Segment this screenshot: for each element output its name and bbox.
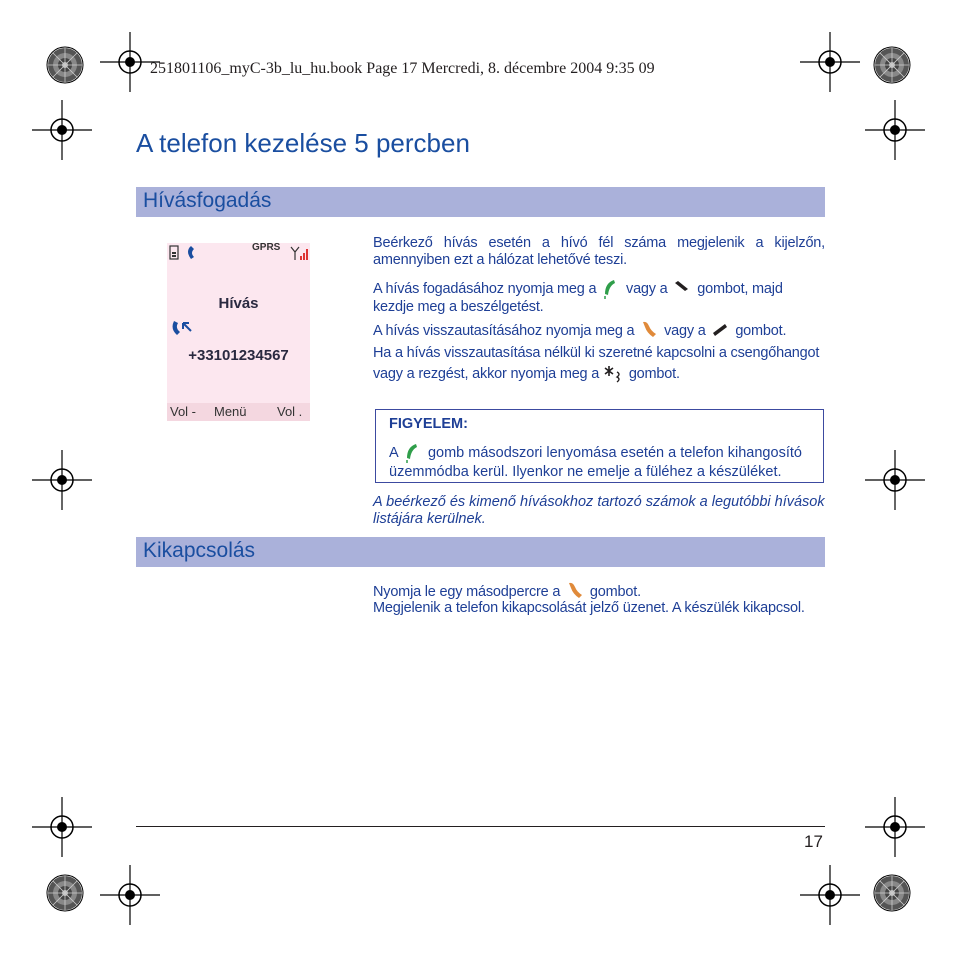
battery-icon [170, 246, 178, 259]
red-power-key-icon [638, 319, 660, 341]
crop-mark-icon [32, 797, 92, 857]
page-title: A telefon kezelése 5 percben [136, 128, 470, 158]
crop-mark-icon [865, 450, 925, 510]
crop-mark-icon [865, 797, 925, 857]
section-bar-off [136, 537, 825, 567]
section-title-off: Kikapcsolás [143, 539, 256, 562]
softkey-vol-up: Vol . [277, 404, 303, 419]
green-call-key-icon [600, 277, 622, 299]
reject-text-a: A hívás visszautasításához nyomja meg a [373, 323, 635, 339]
power-off-text-a: Nyomja le egy másodpercre a [373, 584, 561, 600]
phone-status-bar [167, 243, 310, 263]
incoming-text: Beérkező hívás esetén a hívó fél száma megjelenik a kijelzőn, amennyiben ezt a hálózat lehetővé teszi. [373, 235, 825, 268]
warning-title: FIGYELEM: [389, 416, 468, 432]
red-power-key-icon [564, 580, 586, 602]
silence-text-b: gombot. [628, 366, 680, 382]
signal-icon [291, 247, 308, 260]
paragraph-incoming [373, 235, 825, 269]
warning-body [389, 441, 814, 481]
hangup-key-icon [709, 319, 731, 341]
paragraph-power-off-msg [373, 600, 825, 617]
power-off-text-b: gombot. [589, 584, 641, 600]
registration-target-icon [47, 47, 83, 83]
footer-rule [136, 826, 825, 827]
warning-body-b: gomb másodszori lenyomása esetén a telefon kihangosító üzemmódba kerül. Ilyenkor ne emelje a füléhez a készüléket. [389, 445, 802, 480]
warning-body-a: A [389, 445, 398, 461]
warning-box [375, 409, 824, 483]
crop-mark-icon [32, 450, 92, 510]
section-bar-answer [136, 187, 825, 217]
paragraph-reject [373, 319, 825, 341]
crop-mark-icon [800, 32, 860, 92]
power-off-message: Megjelenik a telefon kikapcsolását jelző üzenet. A készülék kikapcsol. [373, 600, 805, 616]
call-log-note: A beérkező és kimenő hívásokhoz tartozó számok a legutóbbi hívások listájára kerülnek. [373, 494, 825, 527]
reject-text-b: vagy a [664, 323, 706, 339]
paragraph-power-off [373, 580, 825, 602]
registration-target-icon [874, 47, 910, 83]
handset-icon [188, 246, 194, 259]
registration-target-icon [47, 875, 83, 911]
paragraph-silence [373, 345, 825, 384]
hangup-key-icon [671, 277, 693, 299]
star-vibrate-key-icon [603, 362, 625, 384]
softkey-vol-down: Vol - [170, 404, 197, 419]
crop-mark-icon [100, 865, 160, 925]
silence-text-a: Ha a hívás visszautasítása nélkül ki szeretné kapcsolni a csengőhangot vagy a rezgést, akkor nyomja meg a [373, 345, 820, 382]
green-call-key-icon [402, 441, 424, 463]
crop-mark-icon [32, 100, 92, 160]
file-info-header: 251801106_myC-3b_lu_hu.book Page 17 Mercredi, 8. décembre 2004 9:35 09 [150, 60, 655, 77]
answer-text-b: vagy a [626, 281, 668, 297]
section-title-answer: Hívásfogadás [143, 189, 272, 212]
network-indicator: GPRS [252, 242, 281, 253]
answer-text-c: gombot, majd kezdje meg a beszélgetést. [373, 281, 783, 315]
crop-mark-icon [800, 865, 860, 925]
softkey-menu: Menü [214, 404, 247, 419]
reject-text-c: gombot. [735, 323, 787, 339]
incoming-call-label: Hívás [218, 295, 259, 312]
paragraph-answer [373, 277, 825, 316]
phone-softkeys [167, 403, 310, 421]
registration-target-icon [874, 875, 910, 911]
crop-mark-icon [865, 100, 925, 160]
answer-text-a: A hívás fogadásához nyomja meg a [373, 281, 597, 297]
phone-screen [167, 243, 310, 403]
incoming-call-icon [171, 319, 193, 339]
caller-number: +33101234567 [188, 347, 289, 364]
page-number: 17 [804, 832, 823, 851]
